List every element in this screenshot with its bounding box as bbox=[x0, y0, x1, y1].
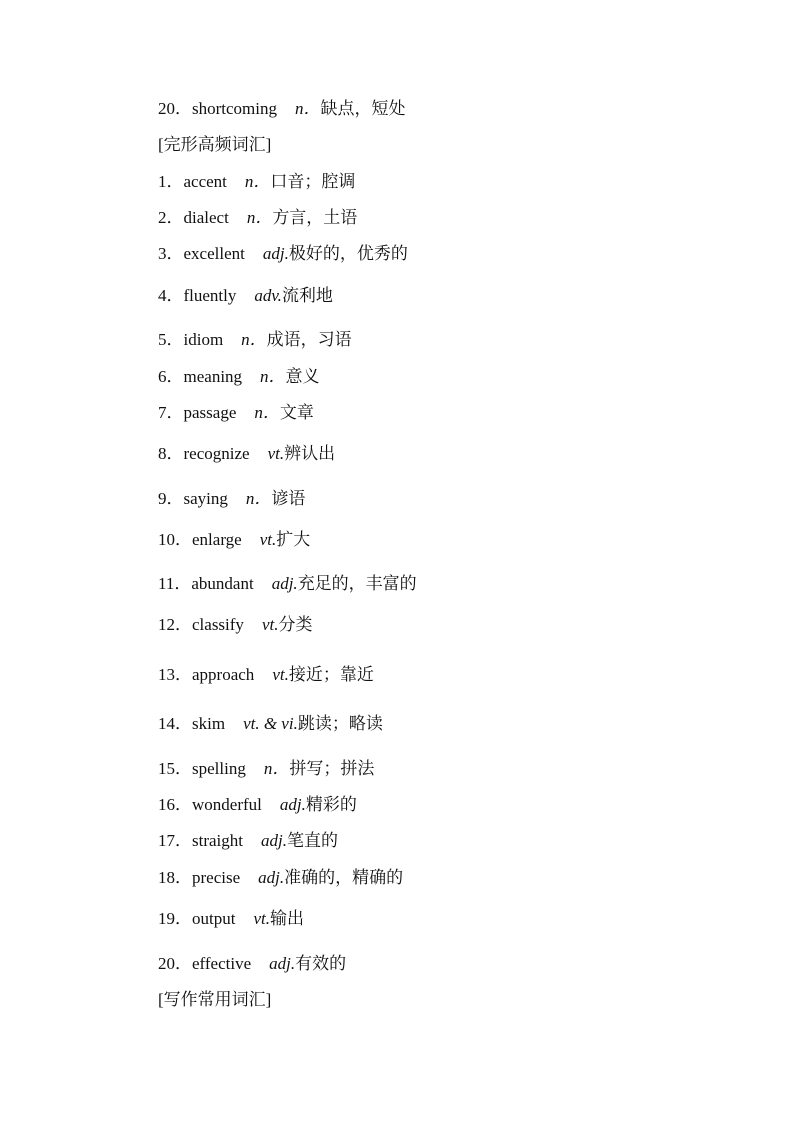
section-heading-cloze: [完形高频词汇] bbox=[158, 135, 272, 154]
entry-word: accent bbox=[183, 172, 227, 191]
section-heading-writing: [写作常用词汇] bbox=[158, 990, 272, 1009]
entry-number: 1． bbox=[158, 172, 184, 191]
entry-part-of-speech: n． bbox=[241, 330, 267, 349]
entry-part-of-speech: adj. bbox=[258, 868, 285, 887]
entry-part-of-speech: vt. bbox=[272, 665, 289, 684]
entry-part-of-speech: vt. bbox=[259, 530, 277, 549]
entry-number: 11． bbox=[158, 574, 192, 593]
entry-definition: 成语，习语 bbox=[266, 330, 352, 349]
entry-number: 16． bbox=[158, 795, 192, 814]
entry-part-of-speech: n． bbox=[295, 99, 321, 118]
entry-definition: 辨认出 bbox=[284, 444, 336, 463]
entry-word: output bbox=[192, 909, 236, 928]
entry-word: recognize bbox=[183, 444, 250, 463]
entry-number: 20． bbox=[158, 99, 192, 118]
vocab-entry bbox=[158, 867, 403, 889]
vocab-entry bbox=[158, 664, 374, 686]
entry-word: shortcoming bbox=[192, 99, 277, 118]
vocab-entry bbox=[158, 713, 383, 735]
entry-word: spelling bbox=[192, 759, 246, 778]
entry-definition: 充足的，丰富的 bbox=[297, 574, 417, 593]
entry-definition: 准确的，精确的 bbox=[284, 868, 404, 887]
entry-part-of-speech: adj. bbox=[269, 954, 296, 973]
entry-word: straight bbox=[192, 831, 243, 850]
vocab-entry bbox=[158, 329, 352, 351]
entry-number: 9． bbox=[158, 489, 184, 508]
vocab-entry bbox=[158, 529, 310, 551]
entry-word: approach bbox=[192, 665, 255, 684]
entry-number: 20． bbox=[158, 954, 192, 973]
entry-number: 3． bbox=[158, 244, 184, 263]
entry-word: precise bbox=[192, 868, 241, 887]
entry-definition: 有效的 bbox=[295, 954, 347, 973]
entry-part-of-speech: vt. bbox=[267, 444, 285, 463]
entry-part-of-speech: adj. bbox=[279, 795, 306, 814]
entry-part-of-speech: vt. & vi. bbox=[243, 714, 298, 733]
entry-number: 5． bbox=[158, 330, 184, 349]
entry-part-of-speech: adj. bbox=[271, 574, 298, 593]
vocab-entry bbox=[158, 207, 357, 229]
entry-definition: 方言，土语 bbox=[272, 208, 358, 227]
entry-word: abundant bbox=[191, 574, 254, 593]
vocab-entry bbox=[158, 908, 304, 930]
entry-definition: 流利地 bbox=[281, 286, 333, 305]
entry-number: 14． bbox=[158, 714, 192, 733]
vocab-entry bbox=[158, 98, 406, 120]
entry-part-of-speech: n． bbox=[246, 208, 273, 227]
vocab-entry bbox=[158, 402, 314, 424]
entry-part-of-speech: n． bbox=[244, 172, 271, 191]
vocab-entry bbox=[158, 614, 312, 636]
entry-definition: 拼写；拼法 bbox=[289, 759, 375, 778]
entry-word: fluently bbox=[183, 286, 237, 305]
vocab-entry bbox=[158, 243, 408, 265]
entry-number: 7． bbox=[158, 403, 184, 422]
entry-definition: 文章 bbox=[279, 403, 314, 422]
entry-word: meaning bbox=[183, 367, 243, 386]
vocab-entry bbox=[158, 573, 417, 595]
entry-word: saying bbox=[183, 489, 228, 508]
entry-word: passage bbox=[183, 403, 237, 422]
entry-definition: 谚语 bbox=[271, 489, 306, 508]
entry-part-of-speech: adv. bbox=[254, 286, 282, 305]
entry-definition: 口音；腔调 bbox=[270, 172, 356, 191]
vocab-entry bbox=[158, 953, 346, 975]
entry-definition: 笔直的 bbox=[286, 831, 338, 850]
entry-number: 10． bbox=[158, 530, 192, 549]
entry-number: 13． bbox=[158, 665, 192, 684]
entry-definition: 意义 bbox=[285, 367, 320, 386]
entry-part-of-speech: vt. bbox=[253, 909, 270, 928]
vocab-entry bbox=[158, 171, 355, 193]
entry-part-of-speech: n． bbox=[260, 367, 286, 386]
entry-definition: 扩大 bbox=[276, 530, 311, 549]
entry-part-of-speech: adj. bbox=[261, 831, 287, 850]
entry-word: wonderful bbox=[192, 795, 262, 814]
entry-definition: 极好的，优秀的 bbox=[288, 244, 408, 263]
vocab-entry bbox=[158, 366, 320, 388]
entry-part-of-speech: vt. bbox=[261, 615, 279, 634]
entry-definition: 跳读；略读 bbox=[297, 714, 383, 733]
entry-definition: 接近；靠近 bbox=[288, 665, 374, 684]
entry-number: 18． bbox=[158, 868, 192, 887]
entry-part-of-speech: n． bbox=[245, 489, 272, 508]
entry-part-of-speech: n． bbox=[263, 759, 290, 778]
entry-word: effective bbox=[192, 954, 252, 973]
entry-definition: 分类 bbox=[278, 615, 313, 634]
entry-definition: 精彩的 bbox=[305, 795, 357, 814]
entry-definition: 输出 bbox=[269, 909, 304, 928]
entry-number: 12． bbox=[158, 615, 192, 634]
entry-number: 2． bbox=[158, 208, 184, 227]
entry-number: 19． bbox=[158, 909, 192, 928]
entry-word: excellent bbox=[183, 244, 245, 263]
entry-word: classify bbox=[192, 615, 244, 634]
vocab-entry bbox=[158, 285, 333, 307]
entry-definition: 缺点，短处 bbox=[320, 99, 406, 118]
vocab-entry bbox=[158, 443, 335, 465]
vocab-entry bbox=[158, 758, 374, 780]
entry-number: 15． bbox=[158, 759, 192, 778]
entry-number: 17． bbox=[158, 831, 192, 850]
entry-word: idiom bbox=[183, 330, 224, 349]
entry-number: 6． bbox=[158, 367, 184, 386]
vocab-entry bbox=[158, 830, 338, 852]
entry-number: 4． bbox=[158, 286, 184, 305]
entry-number: 8． bbox=[158, 444, 184, 463]
entry-word: skim bbox=[192, 714, 226, 733]
vocab-entry bbox=[158, 794, 357, 816]
entry-word: dialect bbox=[183, 208, 229, 227]
entry-word: enlarge bbox=[192, 530, 242, 549]
entry-part-of-speech: n． bbox=[254, 403, 280, 422]
entry-part-of-speech: adj. bbox=[262, 244, 289, 263]
vocab-entry bbox=[158, 488, 305, 510]
